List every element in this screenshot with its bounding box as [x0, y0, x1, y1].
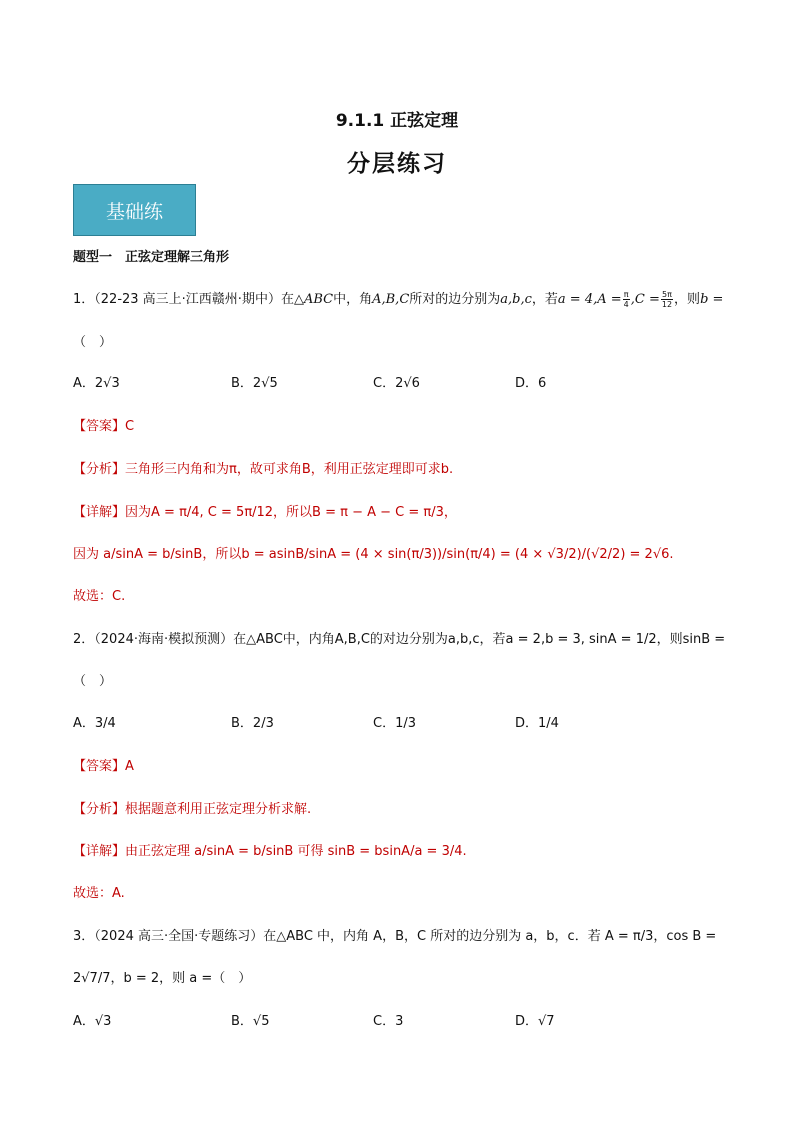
- q2-option-a: A．3/4: [73, 716, 116, 731]
- q1-option-b: B．2√5: [231, 376, 278, 391]
- q2-choose: 故选：A.: [73, 886, 125, 901]
- q1-option-d: D．6: [515, 376, 547, 391]
- page-title: 9.1.1 正弦定理: [335, 111, 459, 131]
- q3-option-a: A．√3: [73, 1014, 112, 1029]
- page-subtitle: 分层练习: [347, 151, 447, 177]
- q2-detail: 【详解】由正弦定理 a/sinA = b/sinB 可得 sinB = bsinA/a = 3/4.: [73, 844, 467, 859]
- q1-detail-line-1: 【详解】因为A = π/4, C = 5π/12，所以B = π − A − C = π/3，: [73, 505, 457, 520]
- q2-option-c: C．1/3: [373, 716, 416, 731]
- question-2-stem: 2．（2024·海南·模拟预测）在△ABC中，内角A,B,C的对边分别为a,b,c，若a = 2,b = 3, sinA = 1/2，则sinB =: [73, 632, 726, 647]
- question-1-paren: （ ）: [73, 335, 113, 350]
- section-heading: 题型一 正弦定理解三角形: [73, 250, 230, 265]
- q2-analysis: 【分析】根据题意利用正弦定理分析求解.: [73, 802, 312, 817]
- q2-option-d: D．1/4: [515, 716, 559, 731]
- q1-option-c: C．2√6: [373, 376, 420, 391]
- q1-choose: 故选：C.: [73, 589, 126, 604]
- level-badge: 基础练: [73, 184, 196, 236]
- question-2-paren: （ ）: [73, 674, 113, 689]
- question-3-stem-line-1: 3．（2024 高三·全国·专题练习）在△ABC 中，内角 A，B，C 所对的边分别为 a，b，c．若 A = π/3，cos B =: [73, 929, 717, 944]
- q2-answer: 【答案】A: [73, 759, 134, 774]
- q2-option-b: B．2/3: [231, 716, 274, 731]
- q1-analysis: 【分析】三角形三内角和为π，故可求角B，利用正弦定理即可求b.: [73, 462, 454, 477]
- q1-option-a: A．2√3: [73, 376, 120, 391]
- q3-option-c: C．3: [373, 1014, 404, 1029]
- q1-detail-line-2: 因为 a/sinA = b/sinB，所以b = asinB/sinA = (4 × sin(π/3))/sin(π/4) = (4 × √3/2)/(√2/2) = 2√6.: [73, 547, 674, 562]
- q3-option-d: D．√7: [515, 1014, 555, 1029]
- q1-answer: 【答案】C: [73, 419, 135, 434]
- q3-option-b: B．√5: [231, 1014, 270, 1029]
- question-3-stem-line-2: 2√7/7，b = 2，则 a =（ ）: [73, 971, 252, 986]
- question-1-stem: 1．（22-23 高三上·江西赣州·期中）在△ABC中，角A,B,C所对的边分别为a,b,c，若a = 4,A = $\frac{\pi}{4}$ ,C = $\frac{5\pi}{12}$ ，则b =: [73, 290, 724, 309]
